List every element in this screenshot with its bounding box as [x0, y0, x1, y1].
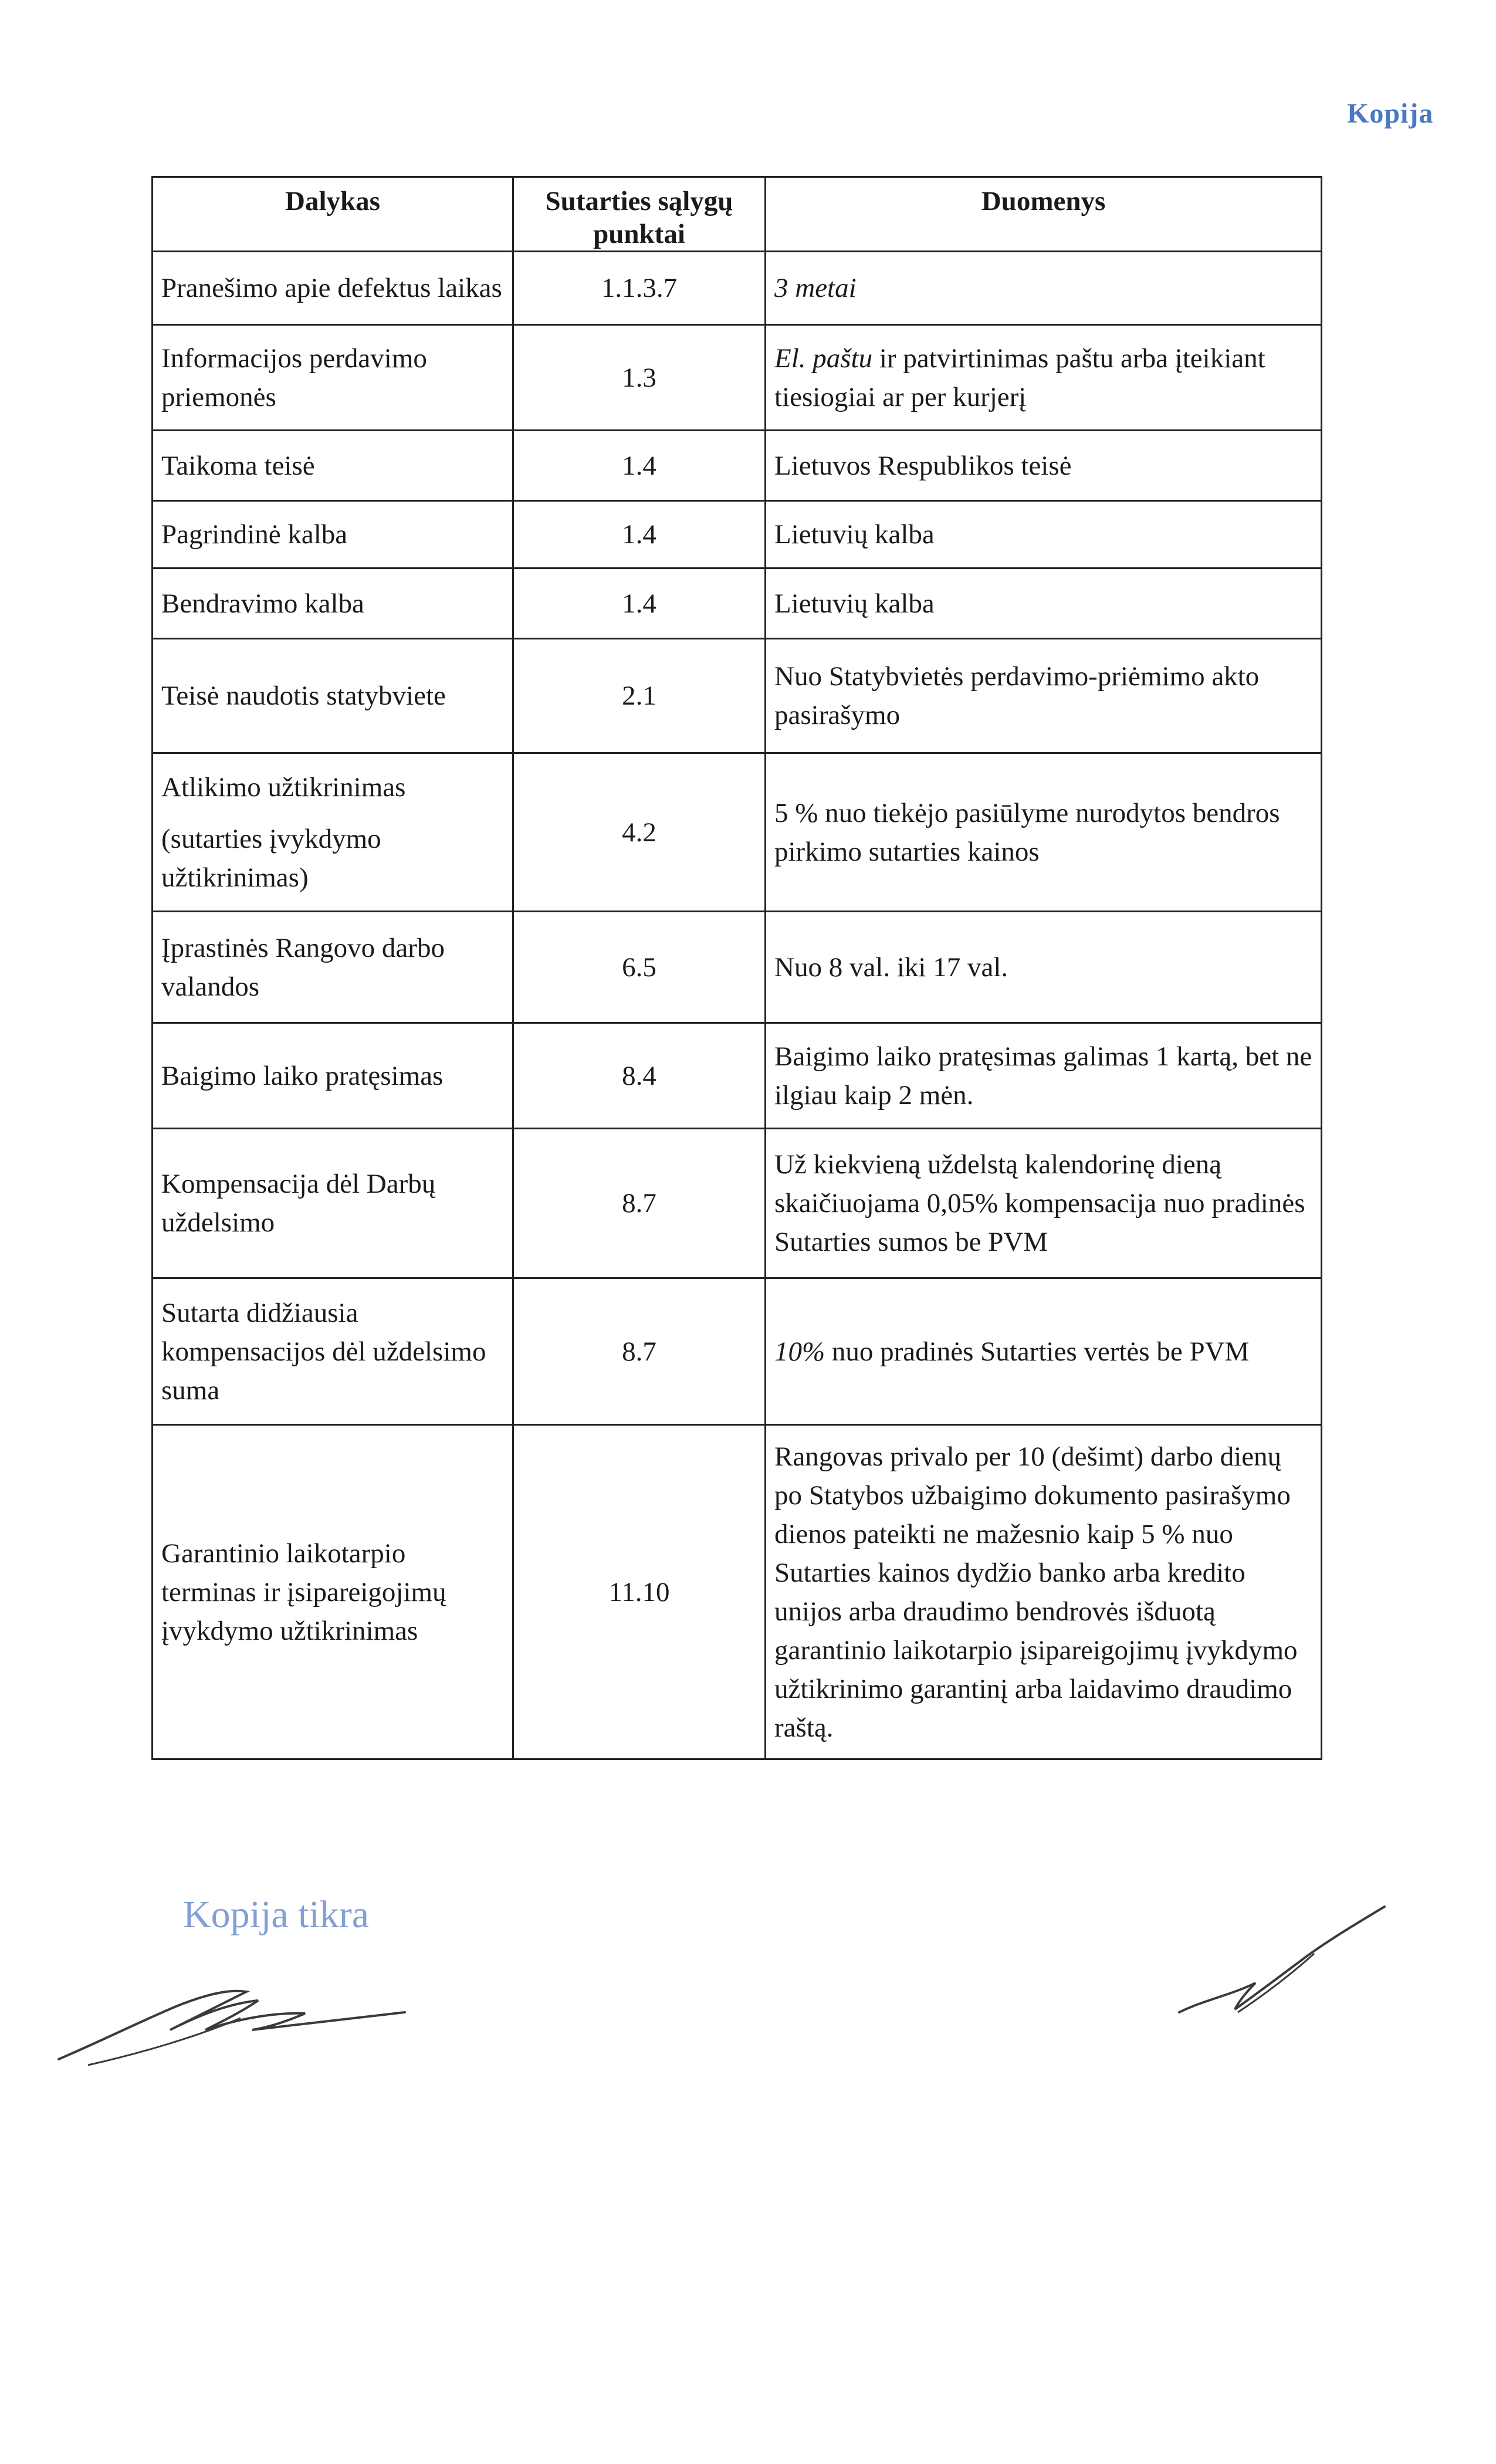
row-item: Sutarta didžiausia kompensacijos dėl uždelsimo suma	[153, 1278, 513, 1425]
row-item: Baigimo laiko pratęsimas	[153, 1023, 513, 1129]
row-item: Įprastinės Rangovo darbo valandos	[153, 912, 513, 1023]
row-data: Baigimo laiko pratęsimas galimas 1 kartą, bet ne ilgiau kaip 2 mėn.	[766, 1023, 1322, 1129]
row-item	[153, 753, 513, 912]
row-clause: 1.3	[513, 325, 766, 431]
header-clauses: Sutarties sąlygų punktai	[513, 177, 766, 252]
row-clause: 8.4	[513, 1023, 766, 1129]
row-data-italic: 10%	[774, 1336, 825, 1367]
row-item: Informacijos perdavimo priemonės	[153, 325, 513, 431]
row-data: Už kiekvieną uždelstą kalendorinę dieną skaičiuojama 0,05% kompensacija nuo pradinės Sutarties sumos be PVM	[766, 1129, 1322, 1278]
row-data	[766, 325, 1322, 431]
row-clause: 1.1.3.7	[513, 252, 766, 325]
row-clause: 11.10	[513, 1425, 766, 1759]
row-clause: 1.4	[513, 431, 766, 501]
row-clause: 1.4	[513, 501, 766, 568]
signature-right	[1167, 1895, 1402, 2042]
row-data: Lietuvių kalba	[766, 568, 1322, 639]
table-row	[153, 1023, 1322, 1129]
row-data: Lietuvos Respublikos teisė	[766, 431, 1322, 501]
row-item: Pranešimo apie defektus laikas	[153, 252, 513, 325]
row-data	[766, 252, 1322, 325]
row-item: Taikoma teisė	[153, 431, 513, 501]
row-clause: 1.4	[513, 568, 766, 639]
table-row	[153, 325, 1322, 431]
row-data	[766, 1278, 1322, 1425]
row-clause: 4.2	[513, 753, 766, 912]
table-row	[153, 639, 1322, 753]
table-row	[153, 912, 1322, 1023]
header-duomenys: Duomenys	[766, 177, 1322, 252]
row-item: Bendravimo kalba	[153, 568, 513, 639]
row-item: Pagrindinė kalba	[153, 501, 513, 568]
row-item-main: Atlikimo užtikrinimas	[161, 771, 406, 803]
table-row	[153, 1129, 1322, 1278]
table-header-row	[153, 177, 1322, 252]
table-row	[153, 568, 1322, 639]
copy-stamp-top: Kopija	[1347, 98, 1434, 129]
table-row	[153, 501, 1322, 568]
row-data: Lietuvių kalba	[766, 501, 1322, 568]
row-data: Nuo 8 val. iki 17 val.	[766, 912, 1322, 1023]
row-item: Teisė naudotis statybviete	[153, 639, 513, 753]
table-row	[153, 1278, 1322, 1425]
row-item: Kompensacija dėl Darbų uždelsimo	[153, 1129, 513, 1278]
row-item: Garantinio laikotarpio terminas ir įsipareigojimų įvykdymo užtikrinimas	[153, 1425, 513, 1759]
row-clause: 6.5	[513, 912, 766, 1023]
row-data: Rangovas privalo per 10 (dešimt) darbo dienų po Statybos užbaigimo dokumento pasirašymo dienos pateikti ne mažesnio kaip 5 % nuo Sutarties kainos dydžio banko arba kredito unijos arba draudimo bendrovės išduotą garantinio laikotarpio įsipareigojimų įvykdymo užtikrinimo garantinį arba laidavimo draudimo raštą.	[766, 1425, 1322, 1759]
table-row	[153, 252, 1322, 325]
table-row	[153, 1425, 1322, 1759]
row-item-sub: (sutarties įvykdymo užtikrinimas)	[161, 823, 381, 893]
row-clause: 8.7	[513, 1278, 766, 1425]
contract-terms-table	[151, 176, 1322, 1760]
row-clause: 8.7	[513, 1129, 766, 1278]
copy-certified-stamp: Kopija tikra	[183, 1893, 370, 1936]
table-row	[153, 753, 1322, 912]
row-data-rest: nuo pradinės Sutarties vertės be PVM	[825, 1336, 1250, 1367]
table-row	[153, 431, 1322, 501]
header-dalykas: Dalykas	[153, 177, 513, 252]
row-data-italic: 3 metai	[774, 273, 857, 303]
signature-left	[53, 1971, 417, 2083]
row-data: Nuo Statybvietės perdavimo-priėmimo akto pasirašymo	[766, 639, 1322, 753]
row-clause: 2.1	[513, 639, 766, 753]
row-data-rest: ir patvirtinimas paštu arba įteikiant tiesiogiai ar per kurjerį	[774, 343, 1265, 412]
row-data-italic: El. paštu	[774, 343, 873, 374]
row-data: 5 % nuo tiekėjo pasiūlyme nurodytos bendros pirkimo sutarties kainos	[766, 753, 1322, 912]
